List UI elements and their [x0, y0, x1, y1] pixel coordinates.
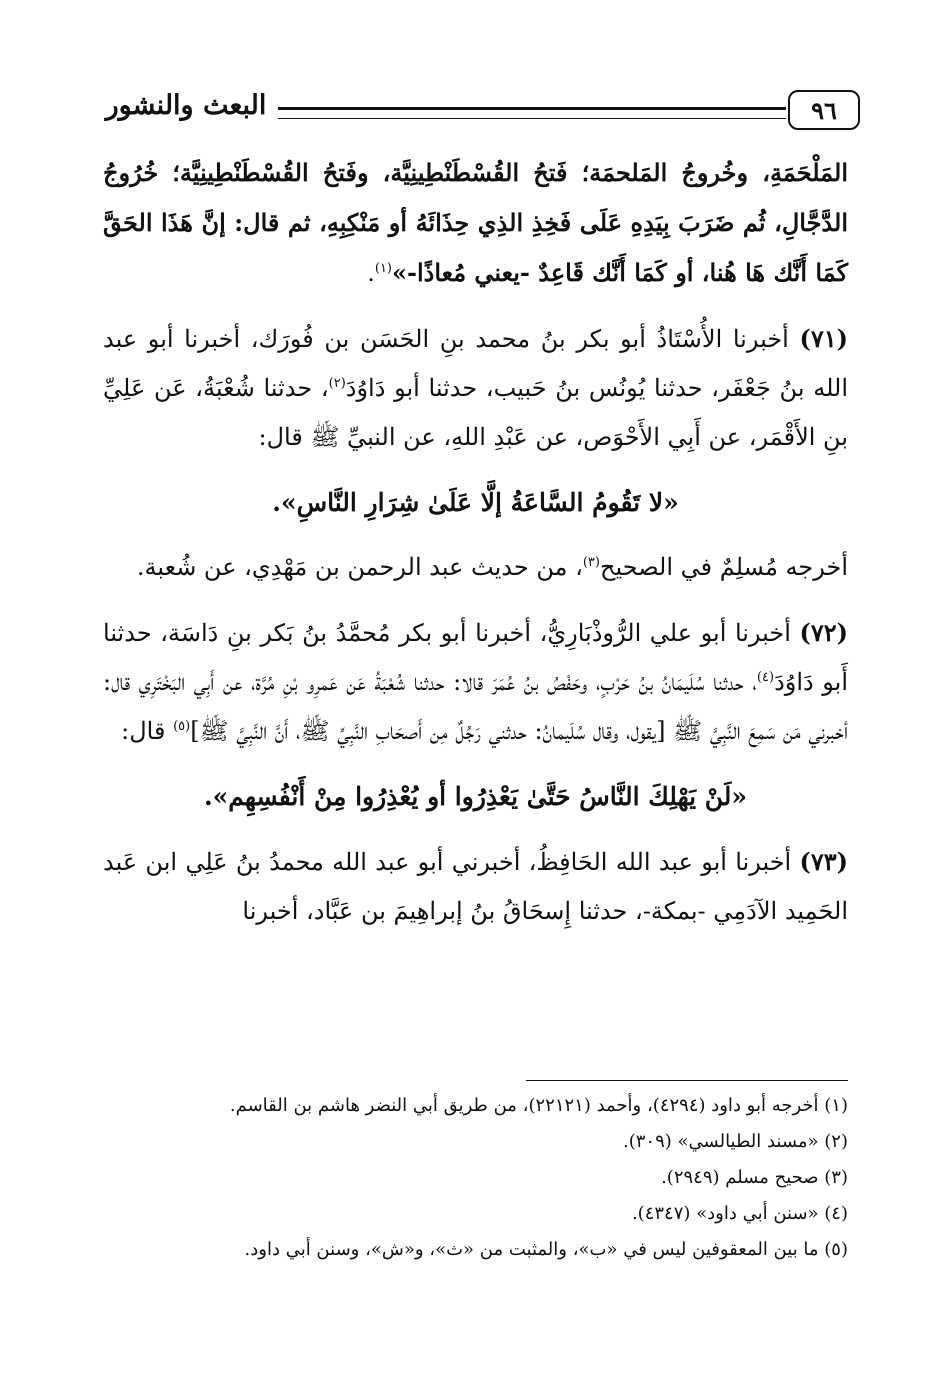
paragraph-text: أخبرنا الأُسْتَاذُ أبو بكر بنُ محمد بنِ الحَسَن بن فُورَك، أخبرنا أبو عبد الله بنُ جَعْفَر، حدثنا يُونُس بنُ حَبيب، حدثنا أبو دَاوُدَ — [103, 325, 848, 402]
hadith-text-71: «لا تَقُومُ السَّاعَةُ إلَّا عَلَىٰ شِرَارِ النَّاسِ». — [272, 488, 679, 517]
paragraph-text: أخبرنا أبو عبد الله الحَافِظُ، أخبرني أبو عبد الله محمدُ بنُ عَلِي ابن عَبد الحَمِيد الآدَمِي -بمكة-، حدثنا إِسحَاقُ بنُ إبراهِيمَ بن عَبَّاد، أخبرنا — [103, 848, 848, 925]
footnote-5: (٥) ما بين المعقوفين ليس في «ب»، والمثبت من «ث»، و«ش»، وسنن أبي داود. — [244, 1239, 848, 1260]
paragraph-text: ، من حديث عبد الرحمن بن مَهْدِي، عن شُعبة. — [136, 553, 583, 581]
paragraph-text: المَلْحَمَةِ، وخُروجُ المَلحمَة؛ فَتحُ القُسْطَنْطِينِيَّة، وفَتحُ القُسْطَنْطِينِيَّة؛ خُرُوجُ الدَّجَّالِ، ثُم ضَرَبَ بِيَدِهِ عَلَى فَخِذِ الذِي حِذَائَهُ أو مَنْكِبِهِ، ثم قال: إنَّ هَذَا الحَقَّ كَمَا أَنَّك هَا هُنا، أو كَمَا أَنَّك قَاعِدٌ -يعني مُعاذًا-» — [103, 158, 848, 287]
footnote-ref: (٥) — [173, 719, 191, 734]
paragraph-text: أخبرنا أبو علي الرُّوذْبَارِيُّ، أخبرنا أبو بكر مُحمَّدُ بنُ بَكر بنِ دَاسَة، حدثنا أَبو دَاوُدَ — [103, 619, 848, 696]
hadith-text-72: «لَنْ يَهْلِكَ النَّاسُ حَتَّىٰ يَعْذِرُوا أو يُعْذِرُوا مِنْ أَنْفُسِهِم». — [203, 782, 748, 811]
footnote-separator — [526, 1080, 848, 1081]
running-title: البعث والنشور — [105, 90, 267, 121]
paragraph-continuation: المَلْحَمَةِ، وخُروجُ المَلحمَة؛ فَتحُ القُسْطَنْطِينِيَّة، وفَتحُ القُسْطَنْطِينِيَّة؛ خُرُوجُ الدَّجَّالِ، ثُم ضَرَبَ بِيَدِهِ عَلَى فَخِذِ الذِي حِذَائَهُ أو مَنْكِبِهِ، ثم قال: إنَّ هَذَا الحَقَّ كَمَا أَنَّك هَا هُنا، أو كَمَا أَنَّك قَاعِدٌ -يعني مُعاذًا-»$^{(١)}$. — [103, 158, 848, 287]
footnote-ref: (٤) — [756, 670, 775, 685]
paragraph-text: أخرجه مُسلِمٌ في الصحيح — [599, 553, 848, 581]
hadith-number: (٧٢) — [799, 618, 848, 647]
footnote-1: (١) أخرجه أبو داود (٤٢٩٤)، وأحمد (٢٢١٢١)، من طريق أبي النضر هاشم بن القاسم. — [229, 1095, 848, 1116]
footnote-ref: (٣) — [582, 555, 600, 570]
page-header — [100, 88, 860, 138]
paragraph-72 — [103, 608, 848, 756]
paragraph-73 — [103, 837, 848, 936]
footnote-ref: (٢) — [328, 376, 346, 391]
footnotes — [103, 1088, 848, 1268]
paragraph-text: ، حدثنا شُعْبَةُ، عَن عَلِيِّ بنِ الأَقْمَر، عن أَبِي الأَحْوَص، عن عَبْدِ اللهِ، عن النبيِّ ﷺ قال: — [103, 374, 848, 451]
hadith-number: (٧١) — [799, 324, 848, 353]
footnote-3: (٣) صحيح مسلم (٢٩٤٩). — [661, 1167, 848, 1188]
footnote-4: (٤) «سنن أبي داود» (٤٣٤٧). — [631, 1203, 848, 1224]
hadith-number: (٧٣) — [799, 847, 848, 876]
paragraph-71-commentary — [103, 543, 848, 592]
footnote-ref: (١) — [374, 261, 392, 276]
header-rule — [278, 107, 786, 119]
paragraph-71 — [103, 314, 848, 462]
page-number: ٩٦ — [788, 90, 860, 130]
footnote-2: (٢) «مسند الطيالسي» (٣٠٩). — [623, 1131, 848, 1152]
main-text — [103, 148, 848, 952]
paragraph-text: قال: — [121, 717, 174, 745]
paragraph-text: ، حدثنا سُلَيمَانُ بنُ حَرْبٍ، وحَفْصُ بنُ عُمَرَ قالا: حدثنا شُعْبَةُ عَن عَمرِو بْنِ مُرَّة، عن أَبِي البَخْتَرِي قال: أخبرني مَن سَمِعَ النَّبِيَّ ﷺ [يقول، وقال سُلَيمانُ: حدثني رَجُلٌ مِن أَصحَابِ النَّبِيِّ ﷺ، أَنَّ النَّبِيَّ ﷺ] — [103, 668, 848, 745]
